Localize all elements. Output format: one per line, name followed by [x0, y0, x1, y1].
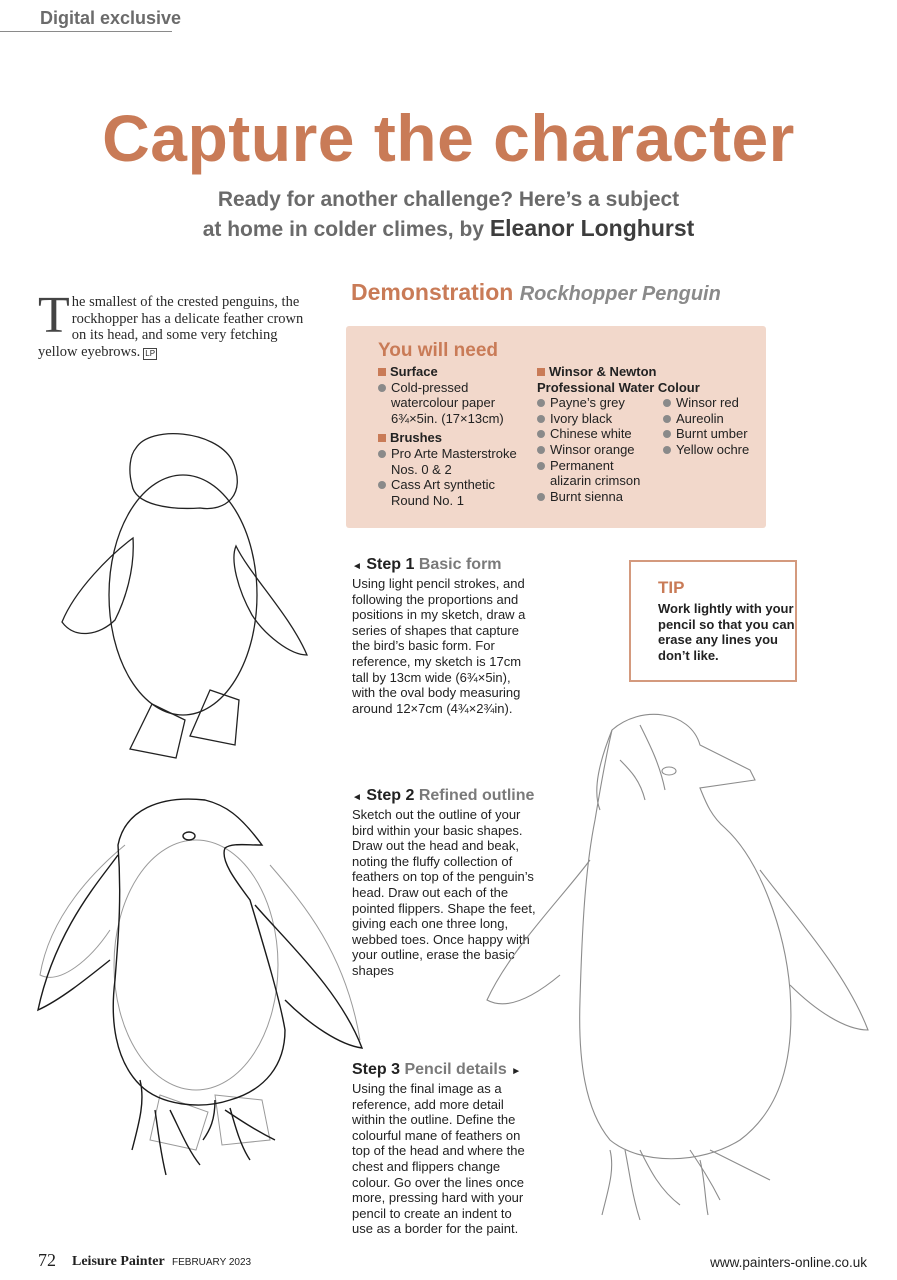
list-item — [663, 411, 749, 427]
demonstration-subject: Rockhopper Penguin — [519, 283, 721, 305]
step-name: Refined outline — [418, 787, 535, 804]
step-1-heading — [352, 555, 537, 576]
bullet-icon — [663, 430, 671, 438]
bullet-icon — [663, 399, 671, 407]
square-bullet-icon — [378, 434, 386, 442]
header-divider — [0, 31, 172, 32]
surface-heading — [378, 364, 538, 380]
step-2-text: Sketch out the outline of your bird within your basic shapes. Draw out the head and beak, noting the fluffy collection of feathers on top of the penguin’s head. Draw out each of the pointed flippers. Shape the feet, giving each one three long, webbed toes. Once happy with your outline, erase the basic shapes — [352, 807, 536, 978]
list-item — [663, 442, 749, 458]
list-item — [378, 380, 538, 427]
article-title: Capture the character — [102, 101, 795, 175]
brush-item: Cass Art synthetic Round No. 1 — [391, 477, 496, 508]
website-url[interactable]: www.painters-online.co.uk — [710, 1255, 867, 1270]
square-bullet-icon — [378, 368, 386, 376]
square-bullet-icon — [537, 368, 545, 376]
paint-item: Ivory black — [550, 410, 613, 426]
bullet-icon — [378, 384, 386, 392]
author-name: Eleanor Longhurst — [489, 215, 695, 241]
step-2 — [352, 786, 540, 979]
paint-item: Winsor red — [676, 395, 739, 411]
list-item — [537, 426, 663, 442]
demonstration-heading — [351, 279, 721, 306]
left-arrow-icon: ◄ — [352, 561, 362, 572]
paint-item: Aureolin — [676, 410, 724, 426]
surface-item: Cold-pressed watercolour paper 6¾×5in. (17×13cm) — [391, 379, 504, 426]
paint-item: Burnt umber — [676, 426, 748, 442]
list-item — [378, 477, 538, 508]
magazine-name: Leisure Painter — [72, 1254, 165, 1269]
intro-paragraph — [38, 287, 308, 360]
bullet-icon — [537, 493, 545, 501]
paints-heading — [537, 364, 757, 380]
bullet-icon — [537, 415, 545, 423]
list-item — [663, 395, 749, 411]
step-3-text: Using the final image as a reference, add more detail within the outline. Define the colourful mane of feathers on top of the head and where the chest and flippers change colour. Go over the lines once more, pressing hard with your pencil to create an indent to use as a border for the paint. — [352, 1081, 525, 1237]
paints-columns — [537, 395, 757, 504]
bullet-icon — [378, 481, 386, 489]
page-number: 72 — [38, 1250, 56, 1270]
step-1-text: Using light pencil strokes, and following the proportions and positions in my sketch, draw a series of shapes that capture the bird’s basic form. For reference, my sketch is 17cm tall by 13cm wide (6¾×5in), with the oval body measuring around 12×7cm (4¾×2¾in). — [352, 576, 526, 716]
step-number: Step 3 — [352, 1061, 401, 1078]
paint-item: Winsor orange — [550, 441, 635, 457]
bullet-icon — [537, 462, 545, 470]
step-name: Pencil details — [404, 1061, 507, 1078]
paints-heading-line-1: Winsor & Newton — [549, 364, 657, 379]
article-standfirst — [0, 186, 897, 244]
list-item — [537, 442, 663, 458]
paints-column-2 — [663, 395, 749, 504]
bullet-icon — [537, 430, 545, 438]
bullet-icon — [537, 399, 545, 407]
step-number: Step 1 — [366, 556, 415, 573]
surface-heading-text: Surface — [390, 364, 438, 379]
step-3-pencil-detail-sketch — [487, 714, 868, 1220]
step-name: Basic form — [418, 556, 502, 573]
paint-item: Payne’s grey — [550, 395, 625, 411]
paint-item: Permanent alizarin crimson — [550, 457, 641, 489]
tip-title: TIP — [658, 578, 685, 597]
list-item — [537, 411, 663, 427]
drop-cap: T — [38, 287, 70, 344]
standfirst-line-2 — [0, 214, 897, 244]
paints-column-1 — [537, 395, 663, 504]
list-item — [537, 458, 663, 489]
standfirst-line-1: Ready for another challenge? Here’s a subject — [217, 188, 680, 211]
brushes-heading — [378, 430, 538, 446]
list-item — [537, 489, 663, 505]
step-1-basic-shapes-sketch — [62, 434, 307, 758]
end-mark: LP — [145, 348, 156, 358]
list-item — [663, 426, 749, 442]
bullet-icon — [537, 446, 545, 454]
step-1 — [352, 555, 537, 716]
materials-right-column — [537, 364, 757, 504]
bullet-icon — [663, 415, 671, 423]
intro-text: he smallest of the crested penguins, the rockhopper has a delicate feather crown on its head, and some very fetching yellow eyebrows. — [38, 294, 304, 360]
paint-item: Yellow ochre — [676, 441, 750, 457]
left-arrow-icon: ◄ — [352, 792, 362, 803]
right-arrow-icon: ► — [511, 1066, 522, 1077]
materials-title: You will need — [378, 340, 498, 361]
brush-item: Pro Arte Masterstroke Nos. 0 & 2 — [391, 445, 517, 477]
step-number: Step 2 — [366, 787, 415, 804]
bullet-icon — [663, 446, 671, 454]
step-2-heading — [352, 786, 540, 807]
list-item — [378, 446, 538, 477]
bullet-icon — [378, 450, 386, 458]
paint-item: Chinese white — [550, 426, 632, 442]
materials-left-column — [378, 364, 538, 508]
paints-heading-line-2: Professional Water Colour — [537, 379, 700, 395]
section-label: Digital exclusive — [40, 8, 182, 28]
step-3 — [352, 1060, 527, 1237]
step-3-heading — [352, 1060, 527, 1081]
list-item — [537, 395, 663, 411]
brushes-heading-text: Brushes — [390, 430, 443, 446]
step-2-refined-outline-sketch — [38, 799, 362, 1175]
tip-text: Work lightly with your pencil so that you can erase any lines you don’t like. — [658, 601, 795, 663]
issue-date: FEBRUARY 2023 — [172, 1257, 252, 1268]
demonstration-label: Demonstration — [351, 279, 514, 305]
tip-box — [629, 560, 797, 682]
standfirst-text: at home in colder climes, by — [202, 218, 490, 241]
paint-item: Burnt sienna — [550, 488, 623, 504]
